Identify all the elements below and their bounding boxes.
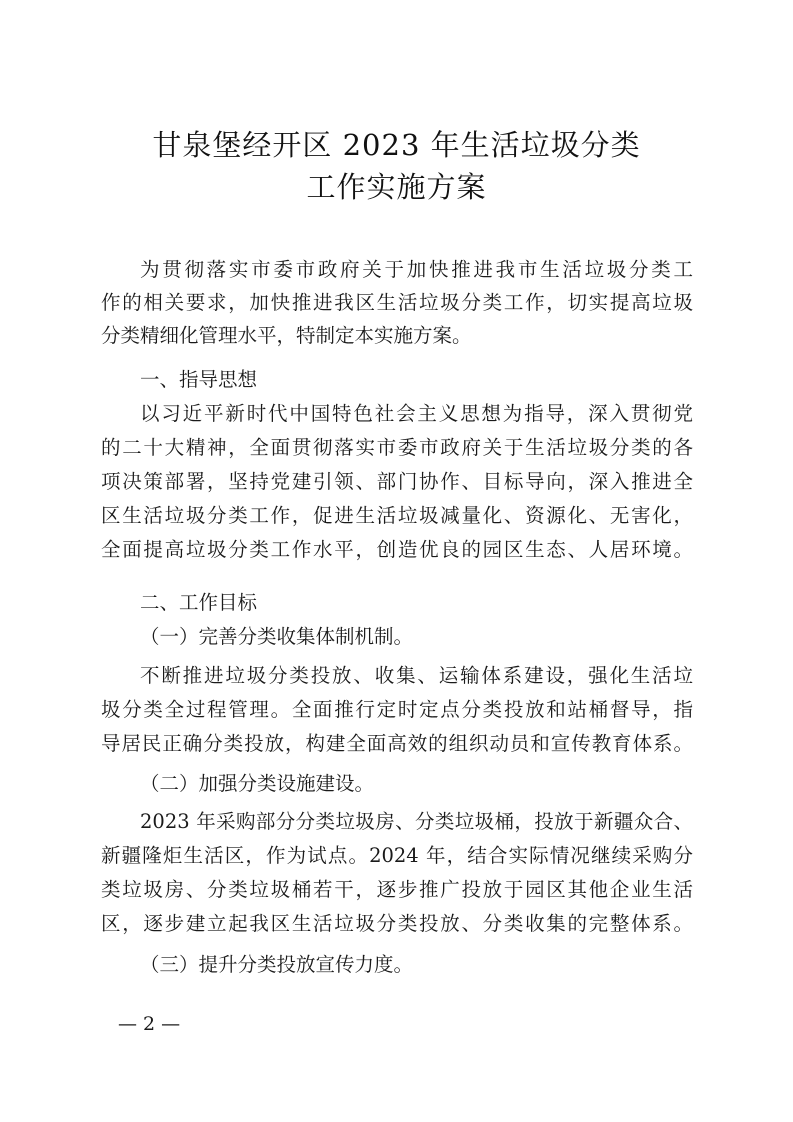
document-title-line-2: 工作实施方案 (306, 170, 487, 204)
paragraph-line: 类垃圾房、分类垃圾桶若干，逐步推广投放于园区其他企业生活 (101, 878, 693, 901)
subsection-heading: （一）完善分类收集体制机制。 (140, 625, 414, 648)
paragraph-line: 项决策部署，坚持党建引领、部门协作、目标导向，深入推进全 (101, 470, 693, 493)
document-title-line-1: 甘泉堡经开区 2023 年生活垃圾分类 (152, 128, 641, 162)
paragraph-line: 以习近平新时代中国特色社会主义思想为指导，深入贯彻党 (140, 402, 693, 425)
paragraph-line: 2023 年采购部分分类垃圾房、分类垃圾桶，投放于新疆众合、 (140, 810, 693, 833)
paragraph-line: 作的相关要求，加快推进我区生活垃圾分类工作，切实提高垃圾 (101, 291, 693, 314)
paragraph-line: 不断推进垃圾分类投放、收集、运输体系建设，强化生活垃 (140, 664, 693, 687)
section-heading: 一、指导思想 (140, 368, 258, 391)
paragraph-line: 的二十大精神，全面贯彻落实市委市政府关于生活垃圾分类的各 (101, 436, 693, 459)
page-number: — 2 — (118, 1013, 181, 1035)
paragraph-line: 新疆隆炬生活区，作为试点。2024 年，结合实际情况继续采购分 (101, 844, 693, 867)
section-heading: 二、工作目标 (140, 591, 258, 614)
paragraph-line: 区，逐步建立起我区生活垃圾分类投放、分类收集的完整体系。 (101, 912, 693, 935)
paragraph-line: 为贯彻落实市委市政府关于加快推进我市生活垃圾分类工 (140, 258, 693, 281)
subsection-heading: （三）提升分类投放宣传力度。 (140, 953, 414, 976)
paragraph-line: 区生活垃圾分类工作，促进生活垃圾减量化、资源化、无害化， (101, 504, 693, 527)
paragraph-line: 分类精细化管理水平，特制定本实施方案。 (101, 324, 472, 347)
paragraph-line: 圾分类全过程管理。全面推行定时定点分类投放和站桶督导，指 (101, 698, 693, 721)
paragraph-line: 导居民正确分类投放，构建全面高效的组织动员和宣传教育体系。 (101, 732, 693, 755)
subsection-heading: （二）加强分类设施建设。 (140, 772, 375, 795)
paragraph-line: 全面提高垃圾分类工作水平，创造优良的园区生态、人居环境。 (101, 538, 693, 561)
